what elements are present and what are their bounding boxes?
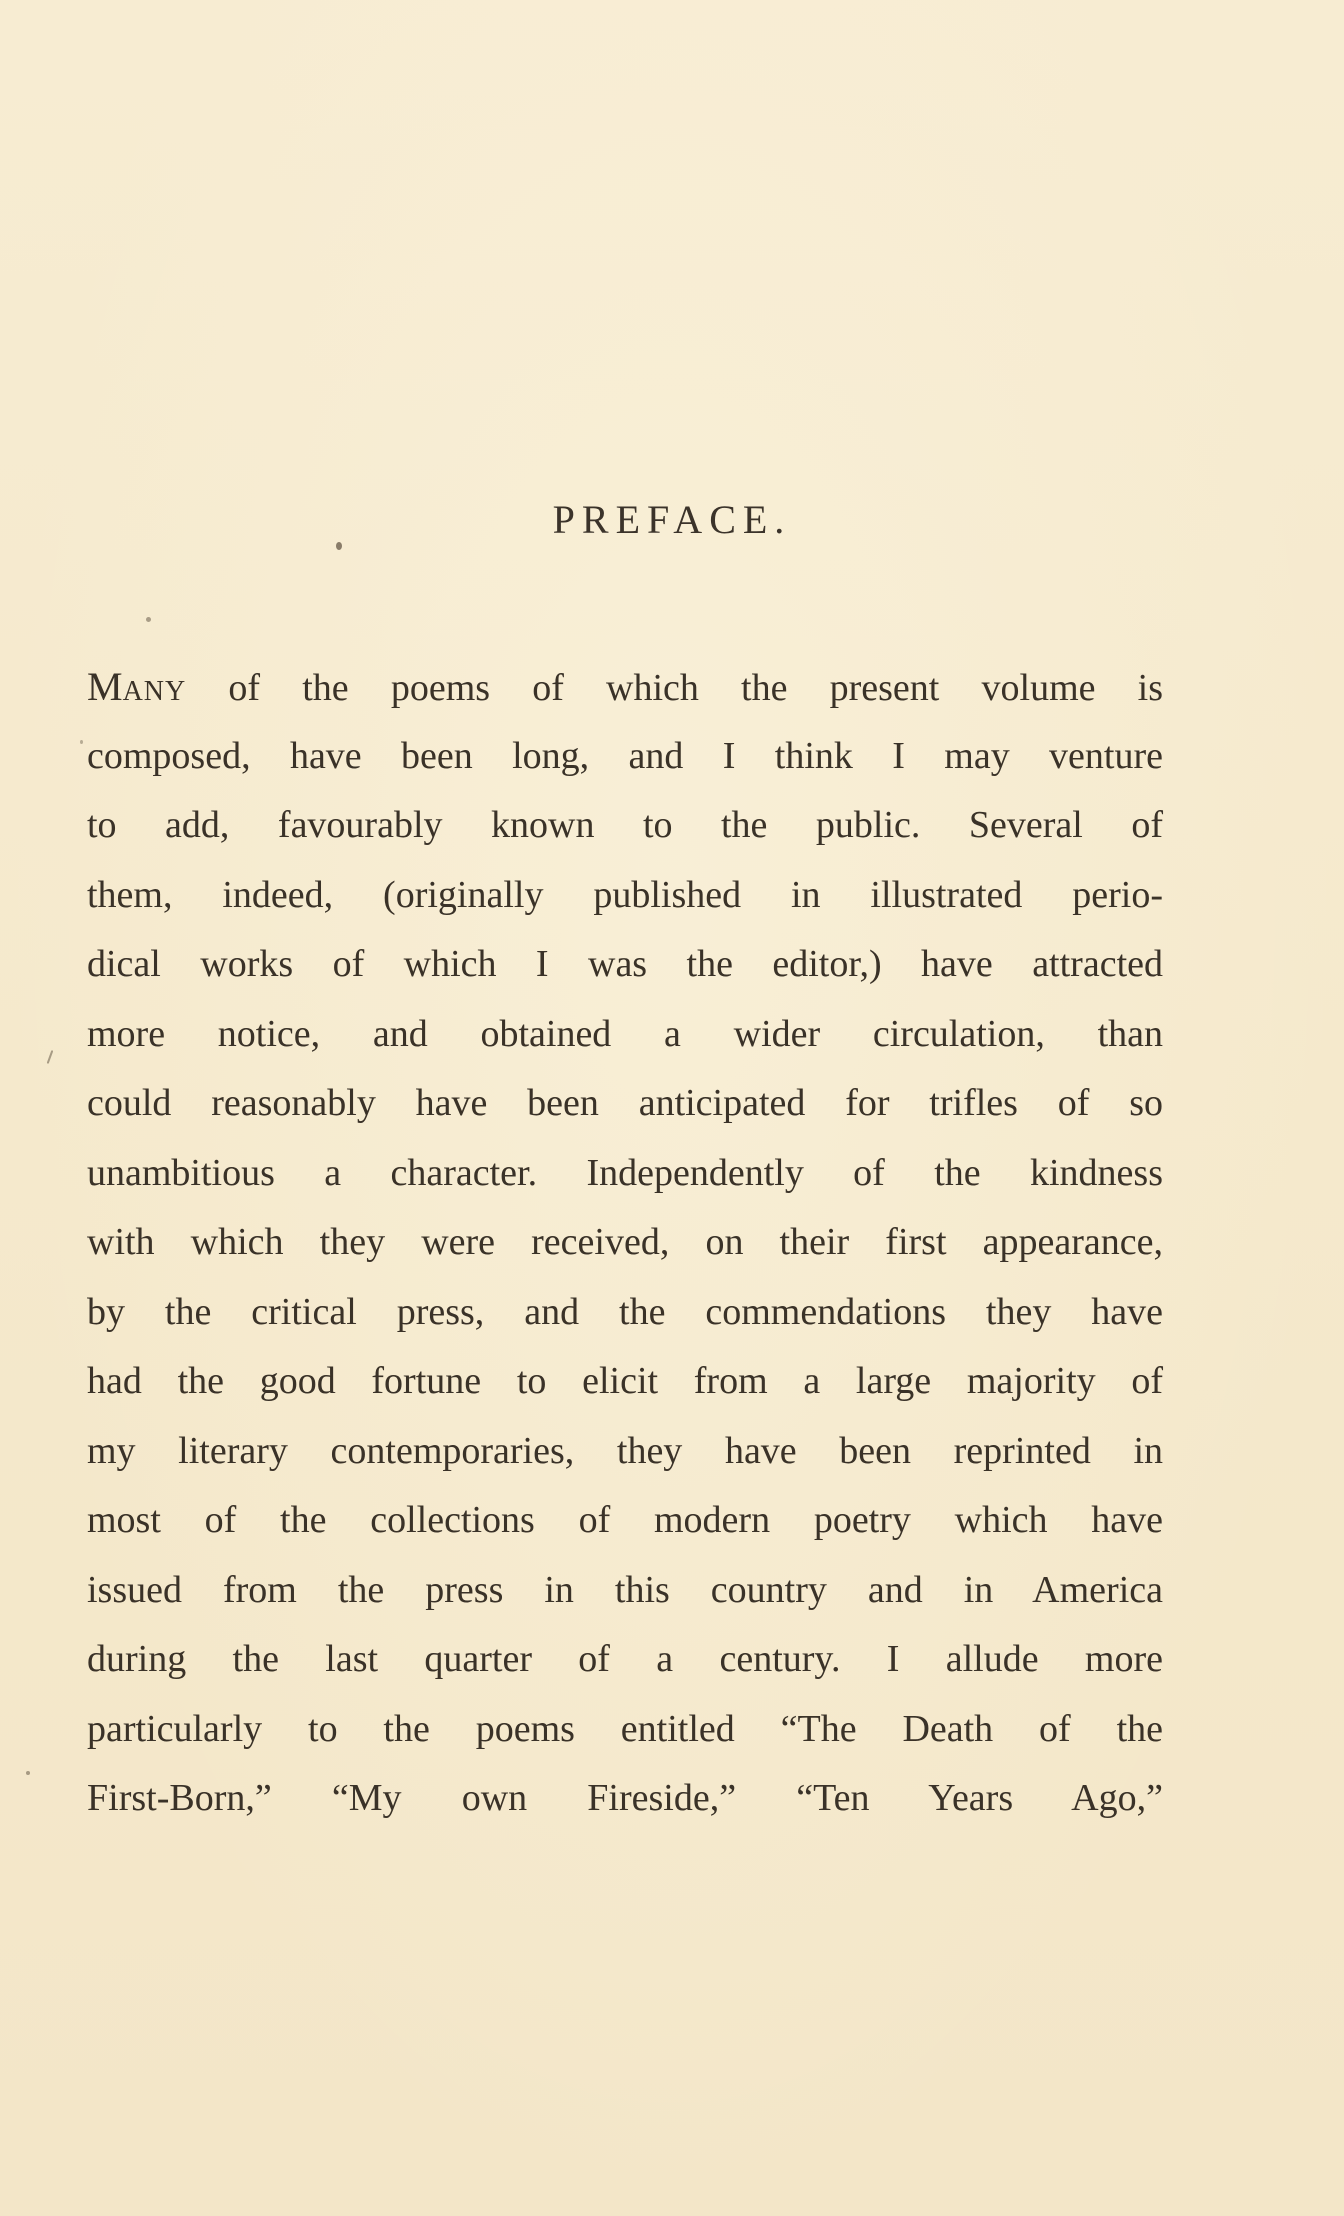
ink-speck (146, 617, 151, 622)
text-line-9: with which they were received, on their first appearance, (87, 1221, 1163, 1263)
ink-speck (336, 542, 342, 550)
small-caps-opening-word: MANY (87, 664, 187, 709)
text-line-15: during the last quarter of a century. I allude more (87, 1638, 1163, 1680)
ink-speck (26, 1771, 30, 1775)
text-line-8: unambitious a character. Independently of the kindness (87, 1151, 1163, 1194)
text-line-1: MANY of the poems of which the present volume is (87, 664, 1164, 709)
text-line-5: dical works of which I was the editor,) have attracted (87, 943, 1163, 985)
ink-speck (47, 1050, 54, 1064)
text-line-14: issued from the press in this country and in America (87, 1568, 1163, 1611)
text-line-6: more notice, and obtained a wider circulation, than (87, 1012, 1163, 1055)
text-line-16: particularly to the poems entitled “The Death of the (87, 1707, 1163, 1750)
preface-paragraph (87, 652, 1163, 1834)
text-line-11: had the good fortune to elicit from a large majority of (87, 1360, 1163, 1402)
ink-speck (80, 740, 83, 744)
text-line-10: by the critical press, and the commendations they have (87, 1290, 1163, 1333)
text-line-12: my literary contemporaries, they have been reprinted in (87, 1429, 1163, 1472)
page-heading: PREFACE. (552, 497, 792, 542)
text-line-7: could reasonably have been anticipated for trifles of so (87, 1082, 1163, 1124)
text-line-3: to add, favourably known to the public. Several of (87, 804, 1163, 846)
text-line-2: composed, have been long, and I think I may venture (87, 734, 1163, 777)
text-line-13: most of the collections of modern poetry which have (87, 1499, 1163, 1541)
text-line-17: First-Born,” “My own Fireside,” “Ten Years Ago,” (87, 1777, 1163, 1819)
text-line-4: them, indeed, (originally published in illustrated perio- (87, 873, 1163, 916)
